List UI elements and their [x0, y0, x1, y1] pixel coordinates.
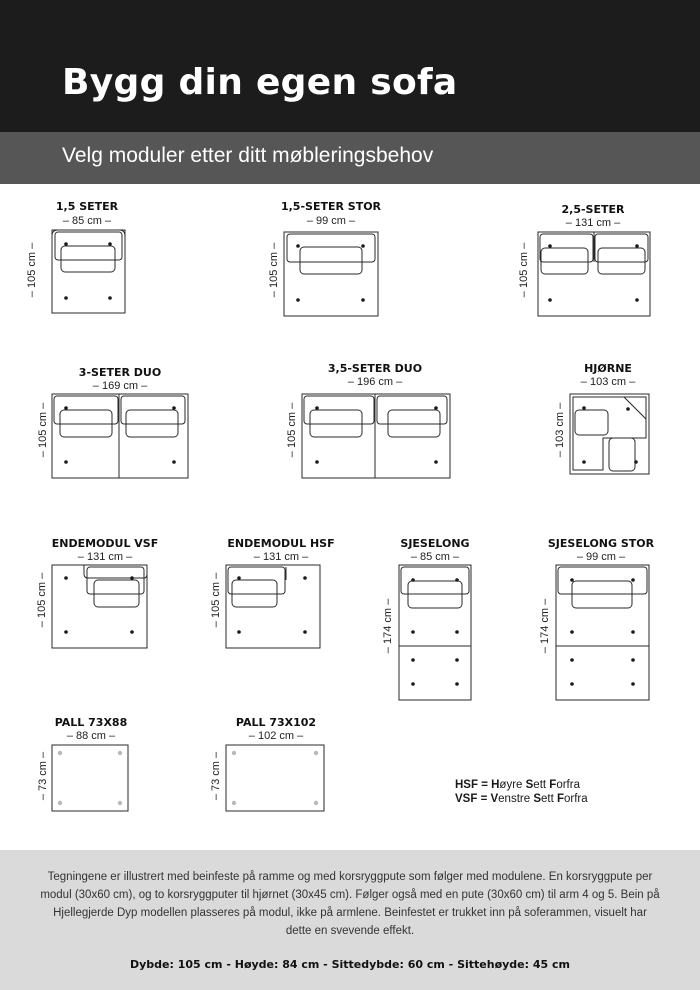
page-title: Bygg din egen sofa — [62, 62, 458, 103]
module-depth-label: – 105 cm – — [286, 402, 298, 458]
module-width-label: – 196 cm – — [347, 376, 403, 388]
legend-letter: S — [533, 793, 541, 805]
module-title: SJESELONG — [400, 537, 470, 550]
module-width-label: – 131 cm – — [77, 551, 133, 563]
module-width-label: – 99 cm – — [576, 551, 626, 563]
module-title: 3,5-SETER DUO — [327, 362, 423, 375]
module-width-label: – 102 cm – — [248, 730, 304, 742]
module-width-label: – 169 cm – — [92, 380, 148, 392]
module-width-label: – 85 cm – — [410, 551, 460, 563]
module-depth-label: – 73 cm – — [37, 751, 49, 801]
module-width-label: – 131 cm – — [565, 217, 621, 229]
module-title: PALL 73X88 — [54, 716, 128, 729]
legend-word: orfra — [556, 779, 580, 791]
module-title: 2,5-SETER — [561, 203, 625, 216]
module-depth-label: – 73 cm – — [210, 751, 222, 801]
legend — [455, 778, 588, 806]
legend-letter: F — [556, 793, 565, 805]
module-depth-label: – 105 cm – — [37, 402, 49, 458]
legend-word: ett — [541, 793, 557, 805]
module-title: PALL 73X102 — [235, 716, 317, 729]
legend-hsf — [455, 778, 588, 792]
module-depth-label: – 105 cm – — [518, 242, 530, 298]
legend-letter: V — [490, 793, 499, 805]
module-title: ENDEMODUL HSF — [227, 537, 335, 550]
legend-equals: = — [477, 793, 491, 805]
module-width-label: – 85 cm – — [62, 215, 112, 227]
legend-word: øyre — [499, 779, 526, 791]
legend-letter: F — [549, 779, 557, 791]
module-title: SJESELONG STOR — [547, 537, 655, 550]
module-depth-label: – 174 cm – — [539, 598, 551, 654]
page-subtitle: Velg moduler etter ditt møbleringsbehov — [62, 144, 434, 167]
legend-letter: H — [491, 779, 500, 791]
module-width-label: – 88 cm – — [66, 730, 116, 742]
legend-abbr: HSF — [455, 779, 478, 791]
module-depth-label: – 105 cm – — [36, 572, 48, 628]
legend-word: orfra — [564, 793, 588, 805]
legend-vsf — [455, 792, 588, 806]
module-title: ENDEMODUL VSF — [51, 537, 159, 550]
module-title: 1,5 SETER — [55, 200, 119, 213]
footer-note: Tegningene er illustrert med beinfeste på ramme og med korsryggpute som følger med modulene. En korsryggpute per modul (30x60 cm), og to korsryggputer til hjørnet (30x45 cm). Følger også med en pute (30x60 cm) til arm 4 og 5. Bein på Hjellegjerde Dyp modellen plasseres på modul, ikke på armlene. Beinfestet er trukket inn på soferammen, visuelt har dette en svevende effekt. — [40, 871, 660, 937]
module-width-label: – 99 cm – — [306, 215, 356, 227]
module-title: 1,5-SETER STOR — [280, 200, 382, 213]
module-title: HJØRNE — [584, 362, 632, 375]
legend-word: ett — [533, 779, 550, 791]
module-depth-label: – 103 cm – — [554, 402, 566, 458]
footer-dimensions: Dybde: 105 cm - Høyde: 84 cm - Sittedybde: 60 cm - Sittehøyde: 45 cm — [130, 958, 570, 971]
module-width-label: – 131 cm – — [253, 551, 309, 563]
module-title: 3-SETER DUO — [78, 366, 162, 379]
footer — [0, 850, 700, 990]
legend-equals: = — [478, 779, 492, 791]
legend-word: enstre — [498, 793, 534, 805]
module-depth-label: – 105 cm – — [210, 572, 222, 628]
module-depth-label: – 105 cm – — [26, 242, 38, 298]
module-depth-label: – 105 cm – — [268, 242, 280, 298]
legend-abbr: VSF — [455, 793, 478, 805]
module-width-label: – 103 cm – — [580, 376, 636, 388]
legend-letter: S — [525, 779, 534, 791]
module-depth-label: – 174 cm – — [382, 598, 394, 654]
